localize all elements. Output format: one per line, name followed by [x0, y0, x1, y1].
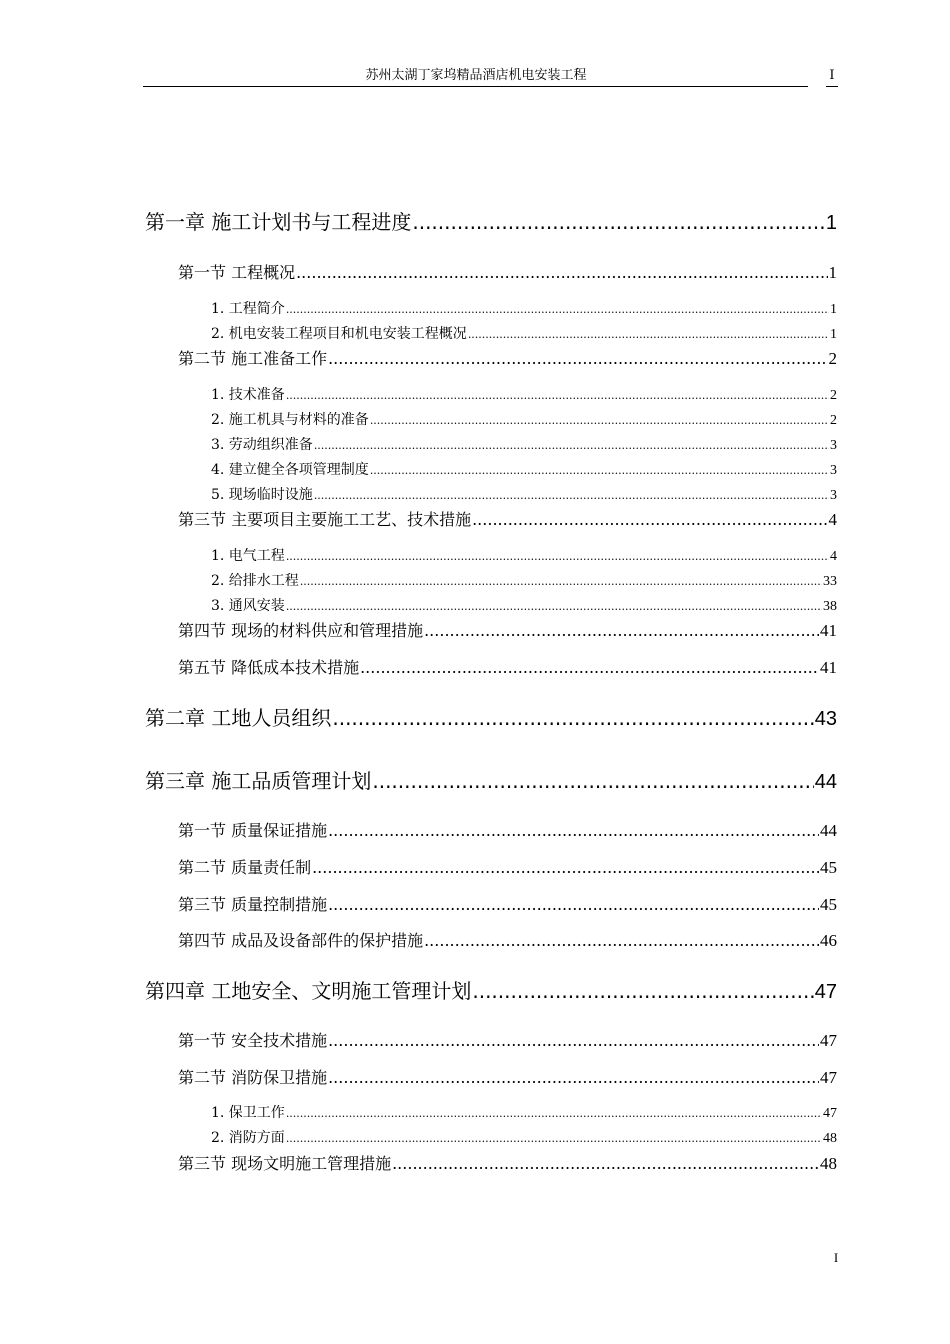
toc-label: 2. 机电安装工程项目和机电安装工程概况: [211, 326, 467, 342]
toc-label: 1. 工程简介: [211, 301, 285, 317]
toc-label: 2. 给排水工程: [211, 573, 299, 589]
toc-label: 第三章 施工品质管理计划: [145, 769, 372, 793]
toc-leader: [286, 301, 829, 319]
toc-section[interactable]: [178, 1031, 837, 1051]
toc-subsection[interactable]: [211, 461, 837, 480]
toc-leader: [314, 437, 829, 455]
toc-page: 41: [820, 658, 837, 677]
toc-label: 第四章 工地安全、文明施工管理计划: [145, 979, 472, 1003]
toc-leader: [370, 462, 829, 480]
header-page-number: I: [829, 68, 835, 83]
toc-page: 44: [814, 771, 837, 793]
toc-page: 43: [814, 708, 837, 730]
toc-leader: [472, 510, 827, 530]
toc-leader: [286, 387, 829, 405]
toc-section[interactable]: [178, 895, 837, 915]
toc-leader: [472, 978, 813, 1004]
toc-page: 2: [828, 349, 837, 368]
toc-label: 第三节 主要项目主要施工工艺、技术措施: [178, 510, 472, 529]
toc-leader: [312, 858, 819, 878]
toc-section[interactable]: [178, 263, 837, 283]
toc-label: 2. 施工机具与材料的准备: [211, 412, 369, 428]
toc-page: 2: [830, 413, 837, 428]
toc-page: 4: [828, 510, 837, 529]
toc-chapter-4[interactable]: [145, 978, 837, 1005]
toc-page: 1: [830, 327, 837, 342]
toc-page: 1: [825, 212, 837, 234]
toc-leader: [392, 1154, 819, 1174]
header-page-rule: [826, 86, 838, 87]
toc-leader: [468, 326, 829, 344]
toc-page: 47: [820, 1068, 837, 1087]
toc-leader: [286, 1105, 822, 1123]
toc-label: 1. 保卫工作: [211, 1105, 285, 1121]
toc-page: 41: [820, 621, 837, 640]
toc-page: 33: [823, 574, 837, 589]
toc-subsection[interactable]: [211, 300, 837, 319]
toc-leader: [286, 598, 822, 616]
toc-label: 第二节 施工准备工作: [178, 349, 328, 368]
toc-label: 第一节 安全技术措施: [178, 1031, 328, 1050]
toc-label: 第四节 成品及设备部件的保护措施: [178, 931, 424, 950]
toc-label: 2. 消防方面: [211, 1130, 285, 1146]
toc-subsection[interactable]: [211, 436, 837, 455]
toc-leader: [286, 1130, 822, 1148]
toc-leader: [372, 768, 813, 794]
toc-leader: [370, 412, 829, 430]
toc-page: 46: [820, 931, 837, 950]
toc-page: 3: [830, 438, 837, 453]
toc-label: 第三节 现场文明施工管理措施: [178, 1154, 392, 1173]
toc-section[interactable]: [178, 621, 837, 641]
toc-subsection[interactable]: [211, 486, 837, 505]
toc-leader: [286, 548, 829, 566]
toc-label: 第一章 施工计划书与工程进度: [145, 210, 412, 234]
toc-leader: [424, 931, 819, 951]
toc-page: 4: [830, 549, 837, 564]
toc-leader: [314, 487, 829, 505]
toc-label: 第二章 工地人员组织: [145, 706, 332, 730]
header-rule: [143, 86, 808, 87]
toc-section[interactable]: [178, 349, 837, 369]
toc-label: 第二节 消防保卫措施: [178, 1068, 328, 1087]
toc-page: 1: [828, 263, 837, 282]
toc-page: 47: [823, 1106, 837, 1121]
toc-section[interactable]: [178, 1154, 837, 1174]
header-title: 苏州太湖丁家坞精品酒店机电安装工程: [365, 68, 587, 83]
toc-subsection[interactable]: [211, 572, 837, 591]
toc-label: 第一节 工程概况: [178, 263, 296, 282]
toc-page: 1: [830, 302, 837, 317]
toc-label: 3. 劳动组织准备: [211, 437, 313, 453]
toc-chapter-1[interactable]: [145, 209, 837, 236]
toc-leader: [360, 658, 819, 678]
toc-label: 第二节 质量责任制: [178, 858, 312, 877]
toc-label: 第一节 质量保证措施: [178, 821, 328, 840]
toc-subsection[interactable]: [211, 597, 837, 616]
footer-page-number: I: [833, 1250, 839, 1265]
toc-section[interactable]: [178, 510, 837, 530]
toc-section[interactable]: [178, 931, 837, 951]
toc-page: 3: [830, 488, 837, 503]
toc-leader: [424, 621, 819, 641]
toc-leader: [412, 209, 825, 235]
toc-leader: [332, 705, 813, 731]
toc-section[interactable]: [178, 658, 837, 678]
toc-chapter-2[interactable]: [145, 705, 837, 732]
toc-page: 3: [830, 463, 837, 478]
toc-page: 45: [820, 895, 837, 914]
toc-label: 第三节 质量控制措施: [178, 895, 328, 914]
toc-subsection[interactable]: [211, 386, 837, 405]
toc-section[interactable]: [178, 1068, 837, 1088]
toc-subsection[interactable]: [211, 1129, 837, 1148]
toc-subsection[interactable]: [211, 547, 837, 566]
toc-subsection[interactable]: [211, 325, 837, 344]
toc-label: 第五节 降低成本技术措施: [178, 658, 360, 677]
toc-page: 2: [830, 388, 837, 403]
toc-label: 3. 通风安装: [211, 598, 285, 614]
toc-page: 38: [823, 599, 837, 614]
toc-leader: [296, 263, 827, 283]
toc-label: 第四节 现场的材料供应和管理措施: [178, 621, 424, 640]
toc-leader: [328, 349, 827, 369]
toc-label: 4. 建立健全各项管理制度: [211, 462, 369, 478]
toc-label: 5. 现场临时设施: [211, 487, 313, 503]
toc-label: 1. 电气工程: [211, 548, 285, 564]
toc-leader: [328, 1031, 819, 1051]
toc-leader: [328, 821, 819, 841]
toc-leader: [300, 573, 822, 591]
toc-subsection[interactable]: [211, 1104, 837, 1123]
toc-label: 1. 技术准备: [211, 387, 285, 403]
toc-page: 48: [820, 1154, 837, 1173]
toc-section[interactable]: [178, 858, 837, 878]
toc-leader: [328, 1068, 819, 1088]
toc-page: 44: [820, 821, 837, 840]
toc-section[interactable]: [178, 821, 837, 841]
toc-page: 45: [820, 858, 837, 877]
toc-page: 47: [820, 1031, 837, 1050]
toc-subsection[interactable]: [211, 411, 837, 430]
toc-page: 48: [823, 1131, 837, 1146]
toc-leader: [328, 895, 819, 915]
toc-chapter-3[interactable]: [145, 768, 837, 795]
toc-page: 47: [814, 981, 837, 1003]
